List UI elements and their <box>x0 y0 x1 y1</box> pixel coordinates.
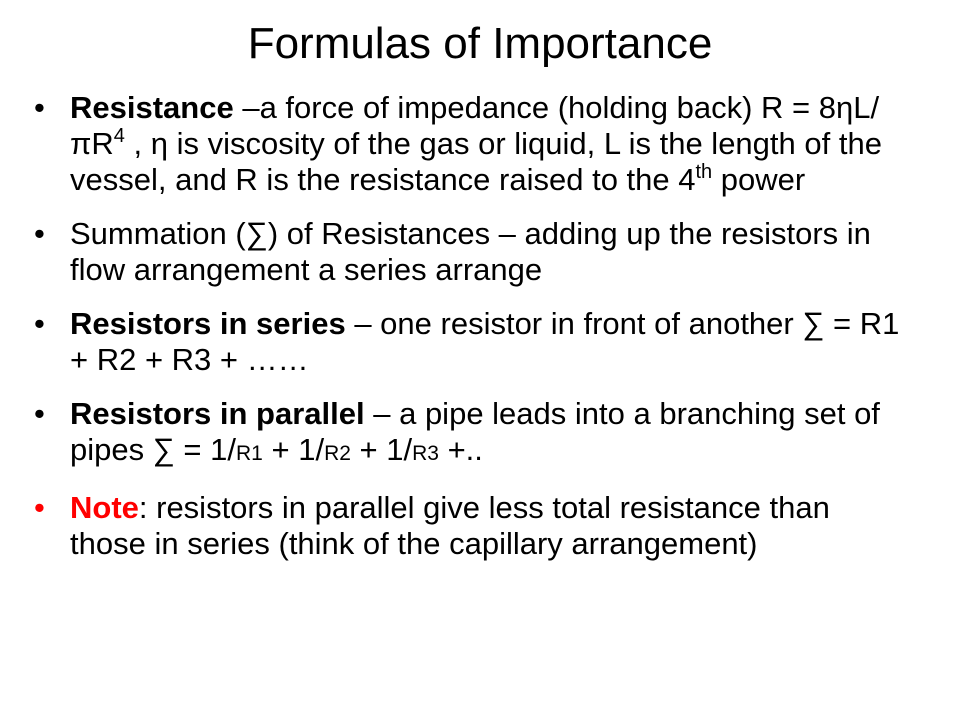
bullet-note <box>34 490 914 562</box>
series-text: – one resistor in front of another ∑ = R1 + R2 + R3 + …… <box>70 306 900 377</box>
parallel-text-b: + 1/ <box>262 432 325 467</box>
bullet-list <box>34 90 914 580</box>
parallel-r3: R3 <box>412 442 439 465</box>
resistance-text-a: –a force of impedance (holding back) R = 8ηL/πR <box>70 90 880 161</box>
resistance-exponent: 4 <box>113 125 125 147</box>
bullet-dot-icon: • <box>34 396 45 431</box>
term-series: Resistors in series <box>70 306 346 341</box>
bullet-summation <box>34 216 914 288</box>
bullet-dot-icon: • <box>34 306 45 341</box>
parallel-text-c: + 1/ <box>350 432 413 467</box>
parallel-r1: R1 <box>236 442 263 465</box>
bullet-parallel <box>34 396 914 472</box>
term-note: Note <box>70 490 139 525</box>
bullet-dot-icon: • <box>34 490 45 525</box>
bullet-dot-icon: • <box>34 216 45 251</box>
term-resistance: Resistance <box>70 90 234 125</box>
resistance-text-b: , η is viscosity of the gas or liquid, L is the length of the vessel, and R is the resistance raised to the 4 <box>70 126 882 197</box>
slide-title: Formulas of Importance <box>247 19 713 68</box>
resistance-text-c: power <box>712 162 806 197</box>
note-text: : resistors in parallel give less total resistance than those in series (think of the capillary arrangement) <box>70 490 830 561</box>
bullet-resistance <box>34 90 914 198</box>
term-parallel: Resistors in parallel <box>70 396 365 431</box>
parallel-text-d: +.. <box>438 432 483 467</box>
parallel-r2: R2 <box>324 442 351 465</box>
bullet-dot-icon: • <box>34 90 45 125</box>
summation-text: Summation (∑) of Resistances – adding up the resistors in flow arrangement a series arrange <box>70 216 871 287</box>
resistance-ordinal: th <box>695 161 713 183</box>
bullet-series <box>34 306 914 378</box>
parallel-text-a: – a pipe leads into a branching set of pipes ∑ = 1/ <box>70 396 880 467</box>
